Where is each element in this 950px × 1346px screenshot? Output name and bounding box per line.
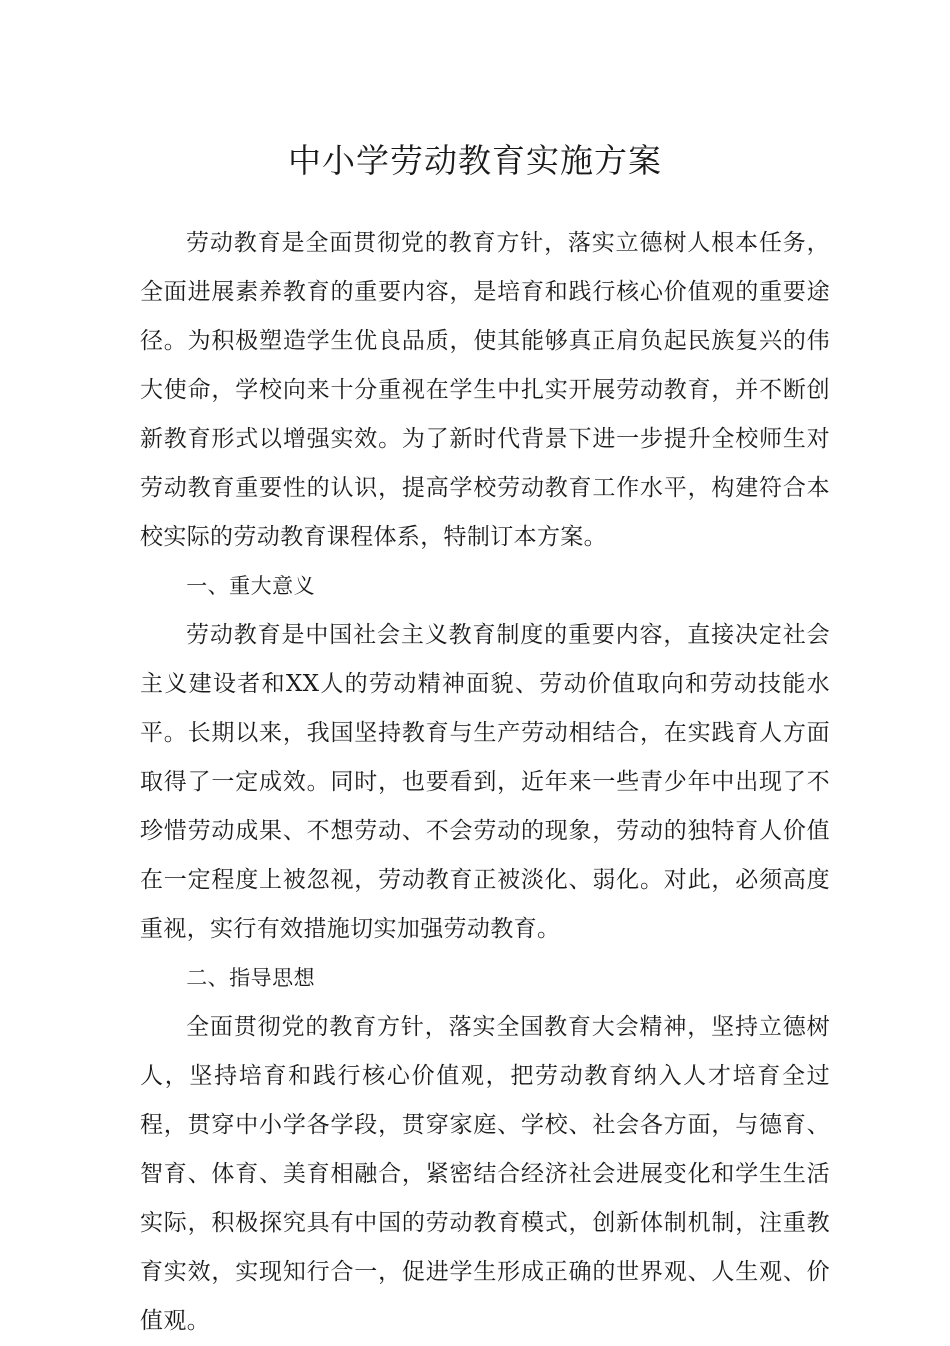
guiding-ideology-paragraph: 全面贯彻党的教育方针，落实全国教育大会精神，坚持立德树人，坚持培育和践行核心价值观，把劳动教育纳入人才培育全过程，贯穿中小学各学段，贯穿家庭、学校、社会各方面，与德育、智育、体育、美育相融合，紧密结合经济社会进展变化和学生生活实际，积极探究具有中国的劳动教育模式，创新体制机制，注重教育实效，实现知行合一，促进学生形成正确的世界观、人生观、价值观。 (140, 1014, 830, 1334)
significance-paragraph: 劳动教育是中国社会主义教育制度的重要内容，直接决定社会主义建设者和XX人的劳动精神面貌、劳动价值取向和劳动技能水平。长期以来，我国坚持教育与生产劳动相结合，在实践育人方面取得了一定成效。同时，也要看到，近年来一些青少年中出现了不珍惜劳动成果、不想劳动、不会劳动的现象，劳动的独特育人价值在一定程度上被忽视，劳动教育正被淡化、弱化。对此，必须高度重视，实行有效措施切实加强劳动教育。 (140, 622, 830, 942)
section-heading-guiding-ideology: 二、指导思想 (186, 966, 316, 990)
document-title: 中小学劳动教育实施方案 (288, 141, 662, 180)
document-body (140, 219, 830, 1346)
intro-paragraph: 劳动教育是全面贯彻党的教育方针，落实立德树人根本任务，全面进展素养教育的重要内容，是培育和践行核心价值观的重要途径。为积极塑造学生优良品质，使其能够真正肩负起民族复兴的伟大使命，学校向来十分重视在学生中扎实开展劳动教育，并不断创新教育形式以增强实效。为了新时代背景下进一步提升全校师生对劳动教育重要性的认识，提高学校劳动教育工作水平，构建符合本校实际的劳动教育课程体系，特制订本方案。 (140, 230, 830, 550)
section-heading-significance: 一、重大意义 (186, 574, 316, 598)
